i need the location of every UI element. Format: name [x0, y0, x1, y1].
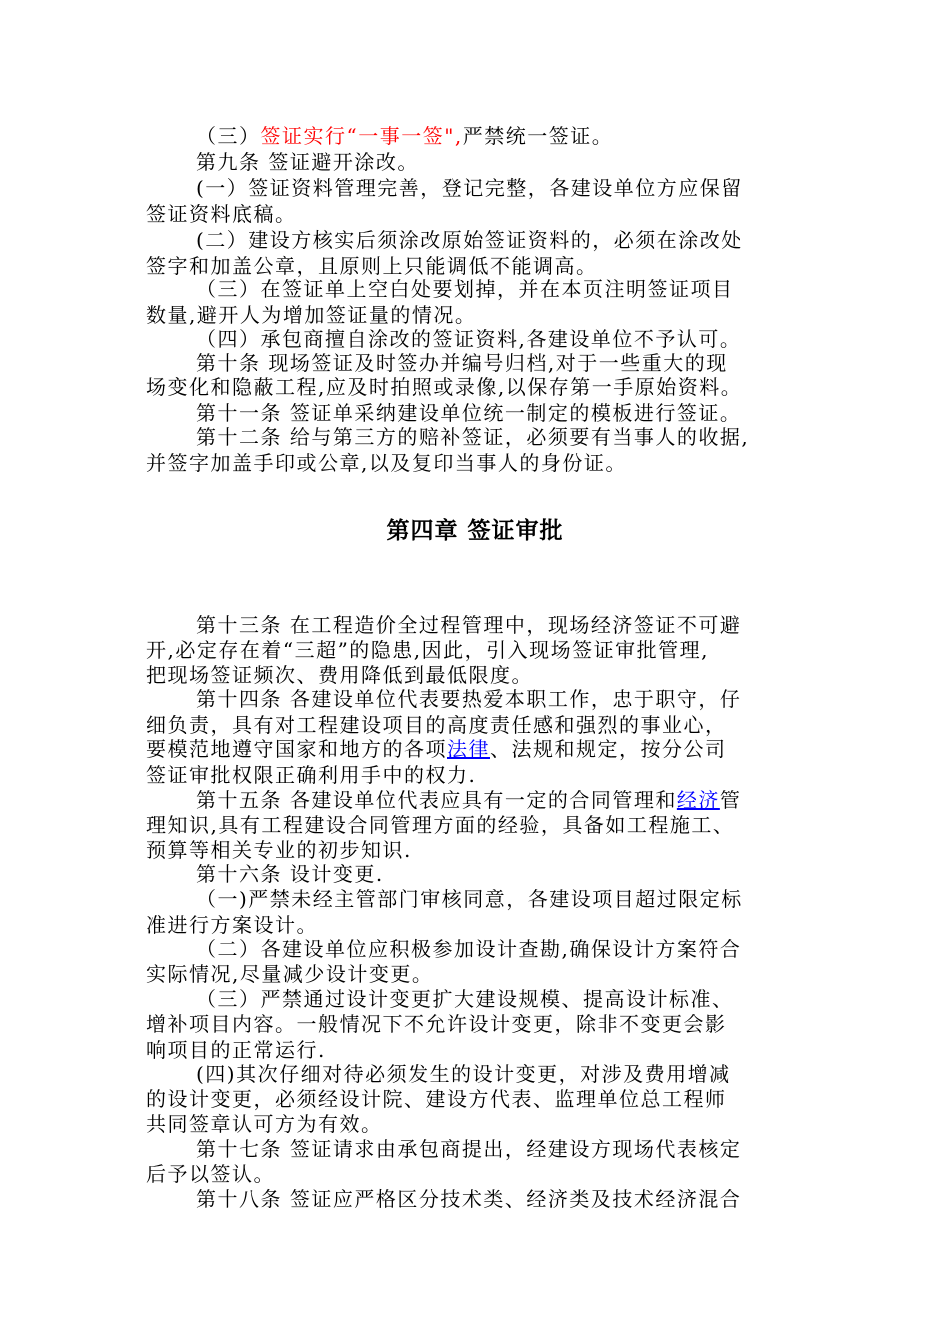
paragraph-line: [146, 736, 806, 762]
paragraph-line: (二）建设方核实后须涂改原始签证资料的，必须在涂改处: [196, 228, 743, 252]
paragraph-line: 增补项目内容。一般情况下不允许设计变更，除非不变更会影: [146, 1012, 727, 1036]
paragraph-line: 准进行方案设计。: [146, 913, 318, 937]
economy-link[interactable]: 经济: [676, 788, 720, 812]
paragraph-line: 第九条 签证避开涂改。: [196, 150, 419, 174]
paragraph-line: 预算等相关专业的初步知识.: [146, 838, 412, 862]
paragraph-line: 第十六条 设计变更.: [196, 862, 384, 886]
text-segment: 第十五条 各建设单位代表应具有一定的合同管理和: [196, 788, 677, 812]
paragraph-line: （四）承包商擅自涂改的签证资料,各建设单位不予认可。: [196, 327, 742, 351]
text-segment: 严禁统一签证。: [462, 124, 614, 148]
paragraph-line: 第十条 现场签证及时签办并编号归档,对于一些重大的现: [196, 351, 728, 375]
chapter-heading: 第四章 签证审批: [386, 518, 564, 544]
paragraph-line: 实际情况,尽量减少设计变更。: [146, 962, 434, 986]
paragraph-line: 场变化和隐蔽工程,应及时拍照或录像,以保存第一手原始资料。: [146, 375, 743, 399]
paragraph-line: 共同签章认可方为有效。: [146, 1112, 383, 1136]
paragraph-line: (一）签证资料管理完善，登记完整，各建设单位方应保留: [196, 176, 743, 200]
paragraph-line: 第十一条 签证单采纳建设单位统一制定的模板进行签证。: [196, 401, 742, 425]
paragraph-line: 并签字加盖手印或公章,以及复印当事人的身份证。: [146, 451, 627, 475]
paragraph-line: （三）在签证单上空白处要划掉，并在本页注明签证项目: [196, 277, 734, 301]
paragraph-line: 第十二条 给与第三方的赔补签证，必须要有当事人的收据,: [196, 425, 750, 449]
paragraph-line: （一)严禁未经主管部门审核同意，各建设项目超过限定标: [196, 887, 743, 911]
paragraph-line: 后予以签认。: [146, 1162, 275, 1186]
paragraph-line: 开,必定存在着“三超”的隐患,因此，引入现场签证审批管理,: [146, 638, 710, 662]
paragraph-line: 签字和加盖公章，且原则上只能调低不能调高。: [146, 254, 598, 278]
paragraph-line: 第十四条 各建设单位代表要热爱本职工作，忠于职守，仔: [196, 687, 742, 711]
paragraph-line: (四)其次仔细对待必须发生的设计变更，对涉及费用增减: [196, 1062, 731, 1086]
paragraph-line: 的设计变更，必须经设计院、建设方代表、监理单位总工程师: [146, 1087, 727, 1111]
paragraph-line: 数量,避开人为增加签证量的情况。: [146, 303, 477, 327]
paragraph-line: [196, 787, 856, 813]
paragraph-line: 签证资料底稿。: [146, 202, 297, 226]
paragraph-line: 第十八条 签证应严格区分技术类、经济类及技术经济混合: [196, 1187, 742, 1211]
text-segment: 、法规和规定，按分公司: [490, 737, 727, 761]
highlighted-text: 签证实行“一事一签",: [260, 124, 463, 148]
paragraph-line: [196, 123, 856, 149]
paragraph-line: （二）各建设单位应积极参加设计查勘,确保设计方案符合: [196, 937, 742, 961]
paragraph-line: 理知识,具有工程建设合同管理方面的经验，具备如工程施工、: [146, 813, 735, 837]
paragraph-line: 签证审批权限正确利用手中的权力.: [146, 763, 477, 787]
law-link[interactable]: 法律: [447, 737, 490, 761]
paragraph-line: 第十七条 签证请求由承包商提出，经建设方现场代表核定: [196, 1137, 742, 1161]
paragraph-line: 第十三条 在工程造价全过程管理中，现场经济签证不可避: [196, 613, 742, 637]
text-segment: 管: [719, 788, 742, 812]
item-number: （三）: [196, 124, 261, 148]
paragraph-line: （三）严禁通过设计变更扩大建设规模、提高设计标准、: [196, 987, 734, 1011]
paragraph-line: 响项目的正常运行.: [146, 1038, 326, 1062]
paragraph-line: 细负责，具有对工程建设项目的高度责任感和强烈的事业心，: [146, 713, 727, 737]
paragraph-line: 把现场签证频次、费用降低到最低限度。: [146, 663, 533, 687]
text-segment: 要模范地遵守国家和地方的各项: [146, 737, 447, 761]
